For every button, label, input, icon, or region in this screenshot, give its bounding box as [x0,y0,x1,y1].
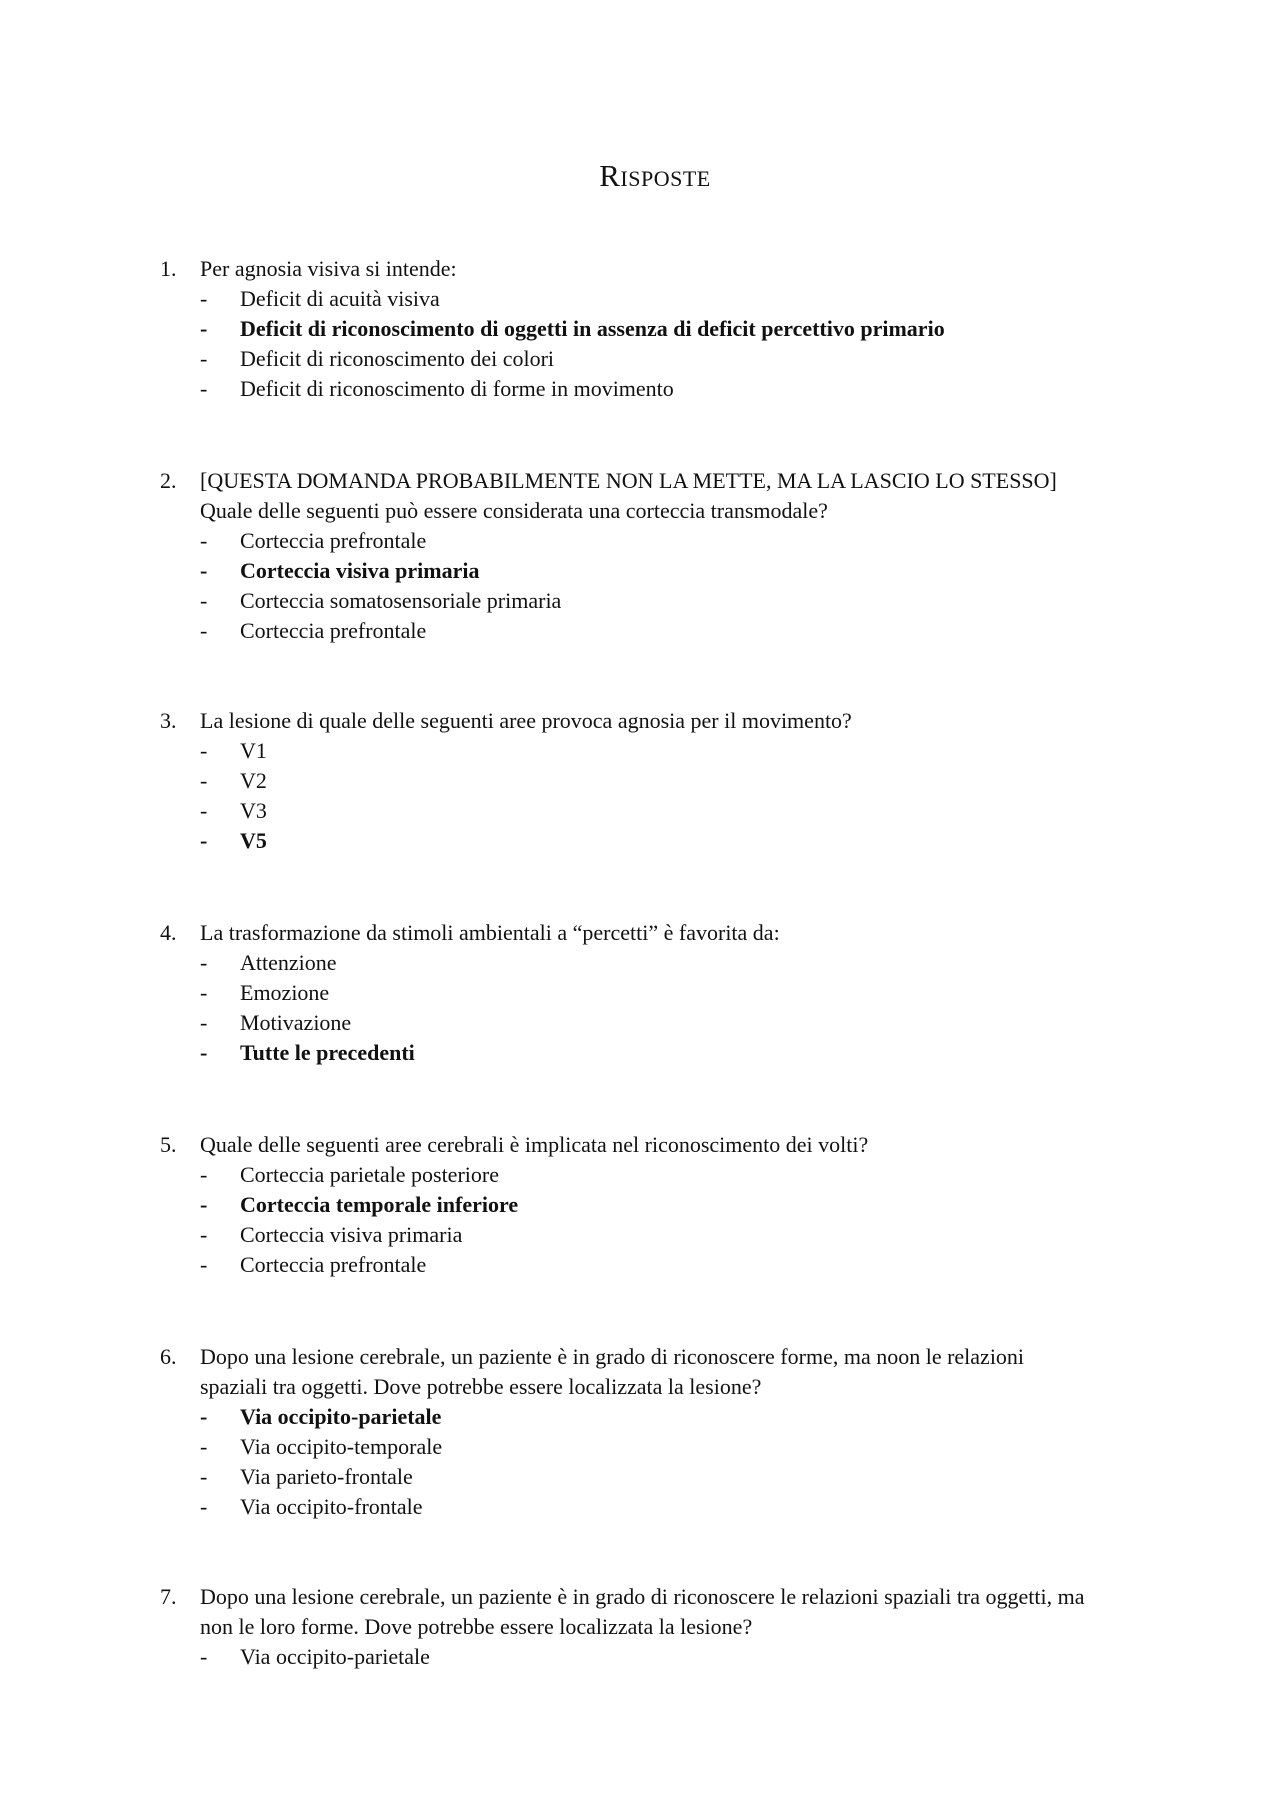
option: - Deficit di riconoscimento dei colori [160,344,1160,374]
option-text: Via occipito-parietale [240,1644,430,1669]
question-number: 4. [160,920,177,945]
option-correct: - Corteccia visiva primaria [160,556,1170,586]
question-3 [160,706,1160,856]
option-text: Corteccia prefrontale [240,528,427,553]
option-text: Motivazione [240,1010,352,1035]
option: - Motivazione [160,1008,1160,1038]
option-text: V5 [240,828,267,853]
option-correct: - Tutte le precedenti [160,1038,1160,1068]
option: - Via occipito-parietale [160,1642,1170,1672]
option: - Emozione [160,978,1160,1008]
option-text: Corteccia temporale inferiore [240,1192,519,1217]
option-text: V2 [240,768,267,793]
option-text: Corteccia prefrontale [240,1252,427,1277]
option-text: Deficit di riconoscimento di forme in movimento [240,376,674,401]
option-text: Via parieto-frontale [240,1464,413,1489]
option-text: Via occipito-temporale [240,1434,443,1459]
question-number: 6. [160,1344,177,1369]
question-text-continued: spaziali tra oggetti. Dove potrebbe essere localizzata la lesione? [200,1374,762,1399]
option: - V1 [160,736,1160,766]
option-correct: - Deficit di riconoscimento di oggetti in assenza di deficit percettivo primario [160,314,1160,344]
option-text: Corteccia somatosensoriale primaria [240,588,562,613]
option: - Via occipito-frontale [160,1492,1160,1522]
question-number: 2. [160,468,177,493]
option-correct: - Via occipito-parietale [160,1402,1160,1432]
question-text: Quale delle seguenti aree cerebrali è implicata nel riconoscimento dei volti? [200,1132,869,1157]
option-correct: - V5 [160,826,1160,856]
page-title: Risposte [599,158,711,193]
option-text: Corteccia visiva primaria [240,558,480,583]
option: - Corteccia visiva primaria [160,1220,1160,1250]
option: - Corteccia prefrontale [160,616,1170,646]
option: - V3 [160,796,1160,826]
option-text: Via occipito-frontale [240,1494,423,1519]
option: - Deficit di acuità visiva [160,284,1160,314]
question-number: 7. [160,1584,177,1609]
question-text: [QUESTA DOMANDA PROBABILMENTE NON LA METTE, MA LA LASCIO LO STESSO] [200,468,1057,493]
question-7 [160,1582,1170,1672]
question-2 [160,466,1170,646]
option-text: Corteccia visiva primaria [240,1222,463,1247]
question-text: Dopo una lesione cerebrale, un paziente è in grado di riconoscere forme, ma noon le relazioni [200,1344,1025,1369]
question-text: La lesione di quale delle seguenti aree provoca agnosia per il movimento? [200,708,852,733]
option-text: Deficit di riconoscimento di oggetti in assenza di deficit percettivo primario [240,316,945,341]
question-text: Per agnosia visiva si intende: [200,256,457,281]
question-number: 5. [160,1132,177,1157]
question-5 [160,1130,1160,1280]
option-text: Tutte le precedenti [240,1040,415,1065]
option-text: Attenzione [240,950,337,975]
option-text: V1 [240,738,267,763]
question-number: 1. [160,256,177,281]
question-text-continued: non le loro forme. Dove potrebbe essere localizzata la lesione? [200,1614,753,1639]
question-text-continued: Quale delle seguenti può essere considerata una corteccia transmodale? [200,498,828,523]
option: - Attenzione [160,948,1160,978]
option: - Corteccia somatosensoriale primaria [160,586,1170,616]
question-1 [160,254,1160,404]
question-number: 3. [160,708,177,733]
option-text: Emozione [240,980,330,1005]
option-text: Corteccia parietale posteriore [240,1162,499,1187]
option: - Via parieto-frontale [160,1462,1160,1492]
question-text: La trasformazione da stimoli ambientali a “percetti” è favorita da: [200,920,780,945]
option: - Via occipito-temporale [160,1432,1160,1462]
option: - Corteccia prefrontale [160,1250,1160,1280]
option: - Corteccia prefrontale [160,526,1170,556]
option-text: Deficit di riconoscimento dei colori [240,346,555,371]
option-text: Deficit di acuità visiva [240,286,440,311]
option-text: Via occipito-parietale [240,1404,442,1429]
option: - Deficit di riconoscimento di forme in movimento [160,374,1160,404]
option-text: V3 [240,798,267,823]
option: - Corteccia parietale posteriore [160,1160,1160,1190]
question-4 [160,918,1160,1068]
option-text: Corteccia prefrontale [240,618,427,643]
question-6 [160,1342,1160,1522]
option-correct: - Corteccia temporale inferiore [160,1190,1160,1220]
question-text: Dopo una lesione cerebrale, un paziente è in grado di riconoscere le relazioni spaziali tra oggetti, ma [200,1584,1085,1609]
option: - V2 [160,766,1160,796]
